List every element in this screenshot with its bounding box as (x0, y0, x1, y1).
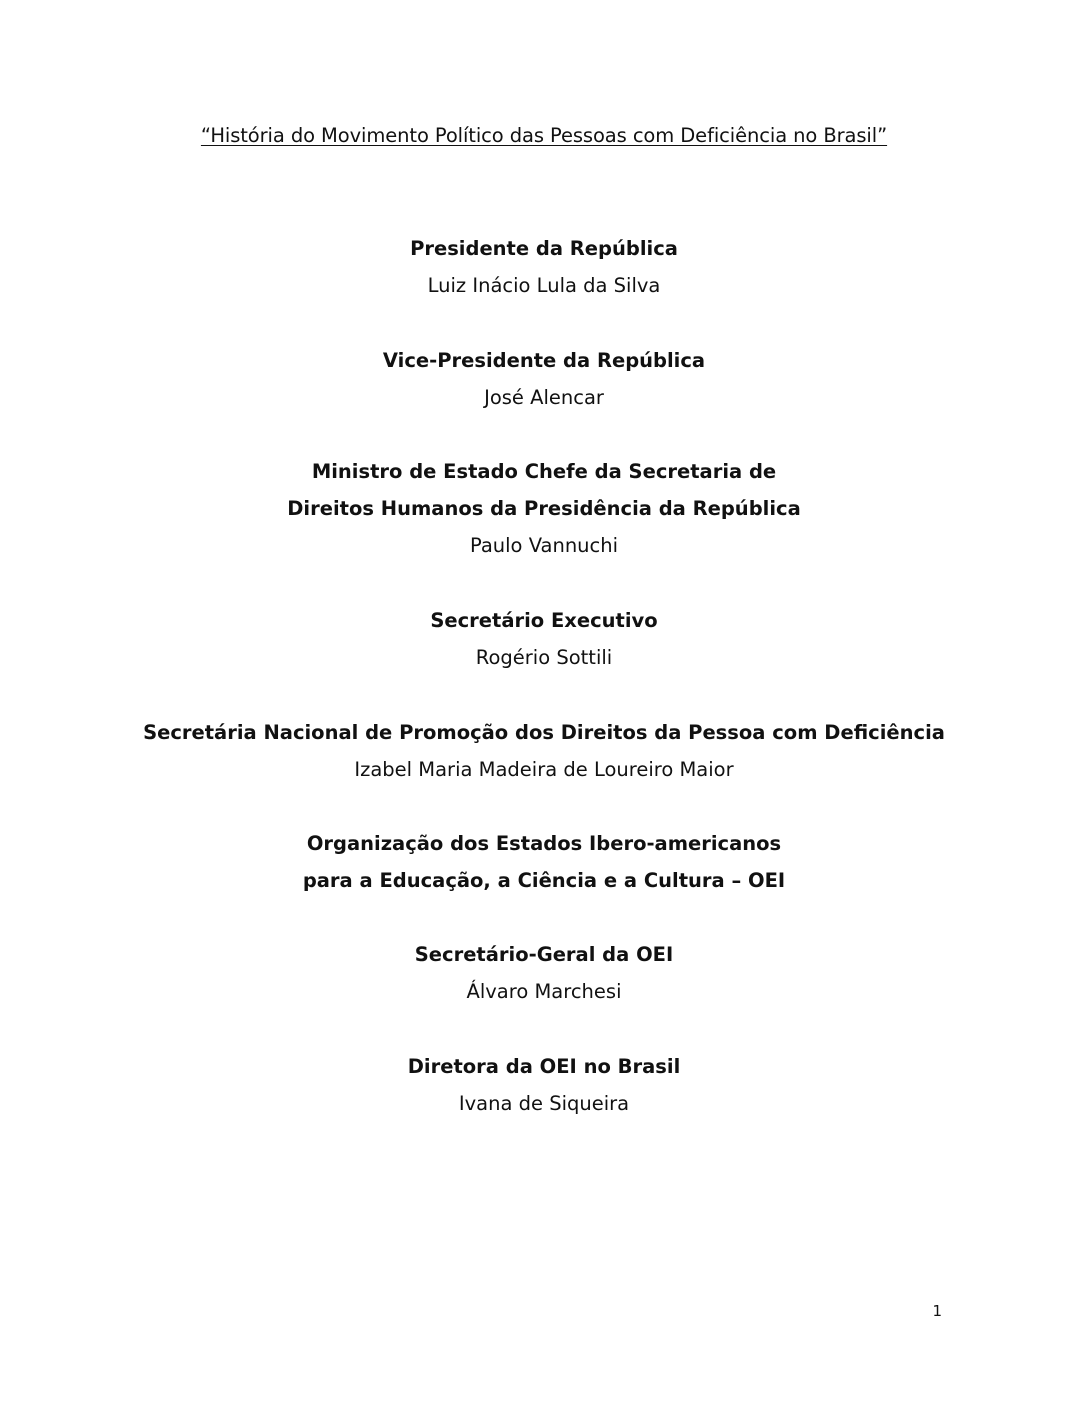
section-executive-secretary (0, 602, 1088, 676)
section-name: Izabel Maria Madeira de Loureiro Maior (354, 758, 734, 781)
section-oei-organization (0, 825, 1088, 899)
section-name: Luiz Inácio Lula da Silva (427, 274, 661, 297)
section-minister (0, 453, 1088, 564)
section-oei-director (0, 1048, 1088, 1122)
section-name: Álvaro Marchesi (466, 980, 622, 1003)
section-name: Ivana de Siqueira (458, 1092, 630, 1115)
section-heading: Presidente da República (410, 237, 678, 260)
section-name: Rogério Sottili (475, 646, 613, 669)
section-heading: Secretária Nacional de Promoção dos Direitos da Pessoa com Deficiência (143, 721, 945, 744)
section-name: Paulo Vannuchi (469, 534, 619, 557)
section-heading-line-1: Ministro de Estado Chefe da Secretaria de (311, 460, 777, 483)
section-heading: Secretário Executivo (430, 609, 658, 632)
page-number: 1 (932, 1302, 942, 1320)
section-oei-secretary-general (0, 936, 1088, 1010)
section-heading-line-2: para a Educação, a Ciência e a Cultura – OEI (302, 869, 786, 892)
section-name: José Alencar (484, 386, 604, 409)
section-heading: Diretora da OEI no Brasil (407, 1055, 681, 1078)
section-national-secretary (0, 714, 1088, 788)
section-heading-line-2: Direitos Humanos da Presidência da República (287, 497, 801, 520)
document-title: “História do Movimento Político das Pessoas com Deficiência no Brasil” (200, 124, 888, 147)
section-vice-president (0, 342, 1088, 416)
section-heading-line-1: Organização dos Estados Ibero-americanos (306, 832, 782, 855)
section-heading: Secretário-Geral da OEI (414, 943, 674, 966)
section-heading: Vice-Presidente da República (382, 349, 706, 372)
section-president (0, 230, 1088, 304)
